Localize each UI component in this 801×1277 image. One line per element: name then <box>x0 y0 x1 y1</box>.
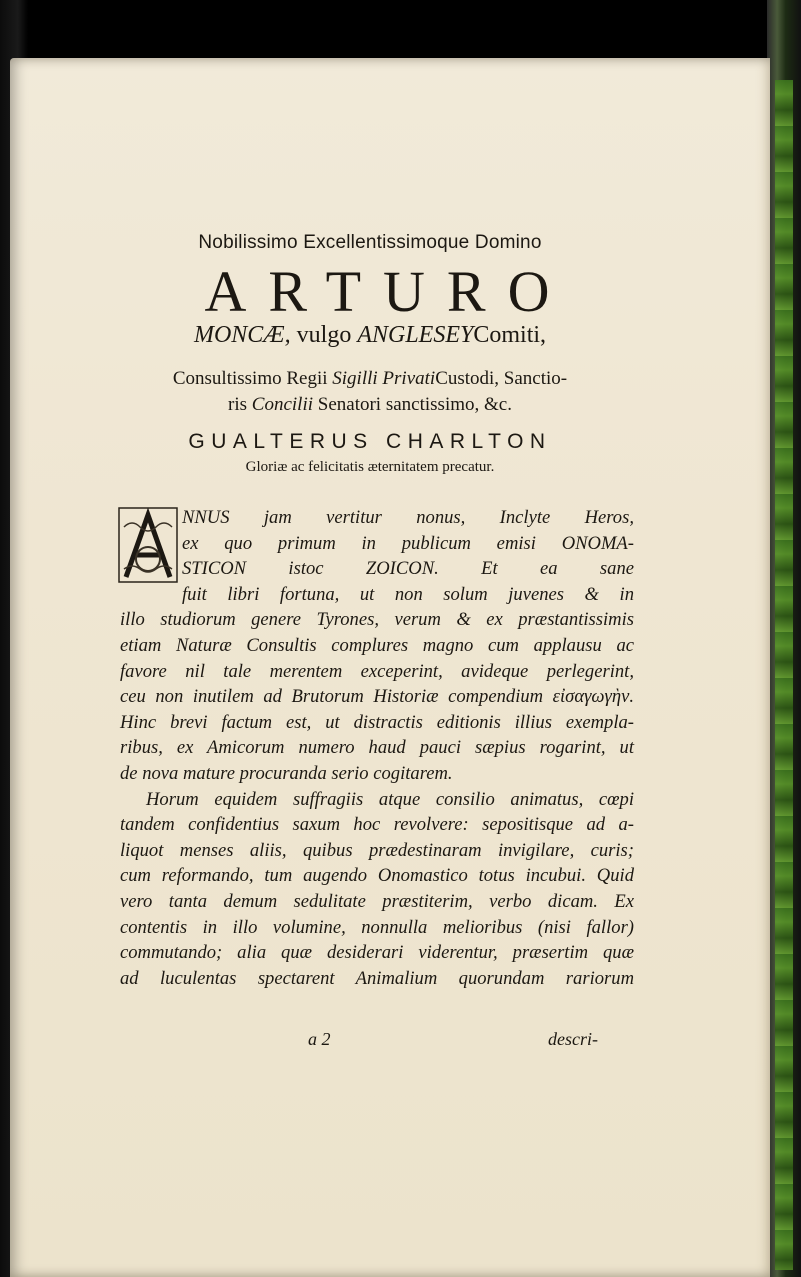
body-line: commutando; alia quæ desiderari viderentur, præsertim quæ <box>120 942 634 964</box>
dedication-line: Nobilissimo Excellentissimoque Domino <box>198 232 542 253</box>
body-line: ad luculentas spectarent Animalium quorundam rariorum <box>120 967 634 989</box>
body-line: fuit libri fortuna, ut non solum juvenes & in <box>182 583 634 605</box>
body-line: Hinc brevi factum est, ut distractis editionis illius exempla- <box>120 711 634 733</box>
body-line: ribus, ex Amicorum numero haud pauci sæpius rogarint, ut <box>120 737 634 759</box>
office2-part-a: ris <box>228 394 252 415</box>
title-part-b: vulgo <box>290 322 358 348</box>
spine-binding-strip <box>775 80 793 1270</box>
dedicatee-name: ARTURO <box>204 259 572 324</box>
office2-part-b: Concilii <box>251 394 314 415</box>
office2-part-c: Senatori sanctissimo, &c. <box>313 394 512 415</box>
body-line: etiam Naturæ Consultis complures magno cum applausu ac <box>120 634 634 656</box>
body-line: NNUS jam vertitur nonus, Inclyte Heros, <box>182 507 634 528</box>
body-line: Horum equidem suffragiis atque consilio animatus, cœpi <box>146 788 634 810</box>
office1-part-b: Sigilli Privati <box>332 368 436 389</box>
signature-mark: a 2 <box>308 1029 331 1049</box>
office-line-1 <box>110 368 630 390</box>
office-line-2 <box>110 394 630 416</box>
office1-part-a: Consultissimo Regii <box>172 368 333 389</box>
title-part-d: Comiti, <box>473 322 547 348</box>
body-line: illo studiorum genere Tyrones, verum & ex præstantissimis <box>120 609 634 631</box>
dedication-wish: Gloriæ ac felicitatis æternitatem precatur. <box>245 459 495 475</box>
body-line: ex quo primum in publicum emisi ONOMA- <box>182 532 634 554</box>
body-line: de nova mature procuranda serio cogitarem. <box>120 762 453 784</box>
body-line: ceu non inutilem ad Brutorum Historiæ compendium εἰσαγωγὴν. <box>120 686 634 708</box>
body-line: liquot menses aliis, quibus prædestinaram invigilare, curis; <box>120 839 634 861</box>
office1-part-c: Custodi, Sanctio- <box>435 368 568 389</box>
body-text <box>120 505 634 991</box>
body-line: vero tanta demum sedulitate præstiterim, verbo dicam. Ex <box>120 890 634 912</box>
author-name: GUALTERUS CHARLTON <box>188 430 552 453</box>
body-line: tandem confidentius saxum hoc revolvere: sepositisque ad a- <box>120 814 634 836</box>
title-part-a: MONCÆ, <box>193 322 291 348</box>
dedicatee-title <box>110 322 630 349</box>
title-part-c: ANGLESEY <box>357 322 474 348</box>
body-line: STICON istoc ZOICON. Et ea sane <box>182 558 634 580</box>
body-line: favore nil tale merentem exceperint, avideque perlegerint, <box>120 660 634 682</box>
catchword: descri- <box>548 1029 598 1049</box>
body-line: cum reformando, tum augendo Onomastico totus incubui. Quid <box>120 865 634 887</box>
body-line: contentis in illo volumine, nonnulla melioribus (nisi fallor) <box>120 916 634 938</box>
